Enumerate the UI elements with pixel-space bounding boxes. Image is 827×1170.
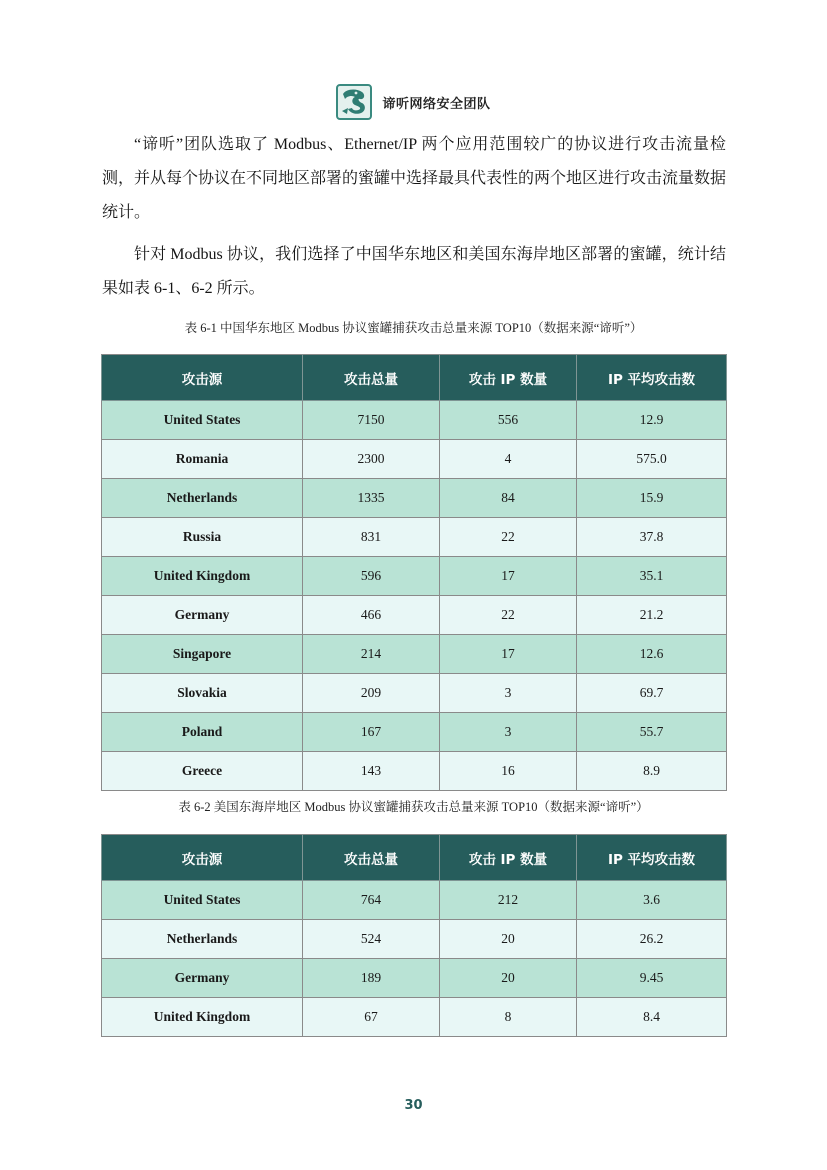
cell-total-attacks: 143 [303,752,440,791]
cell-avg-per-ip: 15.9 [577,479,727,518]
cell-avg-per-ip: 55.7 [577,713,727,752]
table-row [102,401,727,440]
cell-avg-per-ip: 9.45 [577,959,727,998]
cell-avg-per-ip: 12.9 [577,401,727,440]
column-header-avg-per-ip: IP 平均攻击数 [577,835,727,881]
cell-ip-count: 16 [440,752,577,791]
table-row [102,881,727,920]
cell-source: United States [102,401,303,440]
cell-total-attacks: 67 [303,998,440,1037]
page-number: 30 [404,1098,423,1113]
cell-ip-count: 22 [440,596,577,635]
table-row [102,713,727,752]
intro-paragraph: “谛听”团队选取了 Modbus、Ethernet/IP 两个应用范围较广的协议进行攻击流量检测，并从每个协议在不同地区部署的蜜罐中选择最具代表性的两个地区进行攻击流量数据统计。 [102,136,727,221]
column-header-total-attacks: 攻击总量 [303,355,440,401]
table-row [102,440,727,479]
cell-source: Poland [102,713,303,752]
table-row [102,596,727,635]
cell-total-attacks: 764 [303,881,440,920]
table-row [102,998,727,1037]
cell-source: Singapore [102,635,303,674]
table-row [102,479,727,518]
cell-source: Germany [102,596,303,635]
table-6-1 [101,354,727,791]
cell-total-attacks: 189 [303,959,440,998]
cell-source: United Kingdom [102,998,303,1037]
cell-total-attacks: 167 [303,713,440,752]
cell-ip-count: 3 [440,674,577,713]
cell-total-attacks: 1335 [303,479,440,518]
cell-avg-per-ip: 12.6 [577,635,727,674]
cell-ip-count: 20 [440,920,577,959]
table-row [102,557,727,596]
cell-ip-count: 4 [440,440,577,479]
dragon-logo-icon [336,84,372,120]
cell-source: Romania [102,440,303,479]
column-header-ip-count: 攻击 IP 数量 [440,835,577,881]
cell-total-attacks: 2300 [303,440,440,479]
cell-ip-count: 22 [440,518,577,557]
column-header-total-attacks: 攻击总量 [303,835,440,881]
table-6-2 [101,834,727,1037]
cell-avg-per-ip: 69.7 [577,674,727,713]
table-row [102,674,727,713]
cell-avg-per-ip: 8.9 [577,752,727,791]
cell-ip-count: 556 [440,401,577,440]
cell-ip-count: 8 [440,998,577,1037]
table-row [102,518,727,557]
cell-source: United States [102,881,303,920]
cell-total-attacks: 831 [303,518,440,557]
table-6-1-caption: 表 6-1 中国华东地区 Modbus 协议蜜罐捕获攻击总量来源 TOP10（数据来源“谛听”） [184,321,643,335]
cell-total-attacks: 209 [303,674,440,713]
cell-avg-per-ip: 575.0 [577,440,727,479]
cell-source: Netherlands [102,479,303,518]
cell-avg-per-ip: 8.4 [577,998,727,1037]
column-header-source: 攻击源 [102,835,303,881]
cell-total-attacks: 466 [303,596,440,635]
table-row [102,752,727,791]
column-header-source: 攻击源 [102,355,303,401]
cell-avg-per-ip: 37.8 [577,518,727,557]
cell-avg-per-ip: 21.2 [577,596,727,635]
cell-ip-count: 84 [440,479,577,518]
cell-ip-count: 20 [440,959,577,998]
cell-total-attacks: 596 [303,557,440,596]
cell-ip-count: 17 [440,635,577,674]
table-header-row [102,355,727,401]
cell-avg-per-ip: 35.1 [577,557,727,596]
cell-source: Russia [102,518,303,557]
cell-total-attacks: 7150 [303,401,440,440]
cell-source: Greece [102,752,303,791]
cell-ip-count: 212 [440,881,577,920]
table-header-row [102,835,727,881]
table-row [102,635,727,674]
cell-total-attacks: 214 [303,635,440,674]
cell-source: United Kingdom [102,557,303,596]
cell-source: Netherlands [102,920,303,959]
team-name: 谛听网络安全团队 [382,96,491,112]
modbus-paragraph: 针对 Modbus 协议，我们选择了中国华东地区和美国东海岸地区部署的蜜罐，统计结果如表 6-1、6-2 所示。 [102,246,726,297]
table-6-2-caption: 表 6-2 美国东海岸地区 Modbus 协议蜜罐捕获攻击总量来源 TOP10（数据来源“谛听”） [178,800,649,814]
table-row [102,959,727,998]
column-header-ip-count: 攻击 IP 数量 [440,355,577,401]
cell-total-attacks: 524 [303,920,440,959]
cell-source: Slovakia [102,674,303,713]
cell-avg-per-ip: 3.6 [577,881,727,920]
cell-source: Germany [102,959,303,998]
cell-avg-per-ip: 26.2 [577,920,727,959]
page-header [0,84,827,120]
cell-ip-count: 3 [440,713,577,752]
column-header-avg-per-ip: IP 平均攻击数 [577,355,727,401]
table-row [102,920,727,959]
cell-ip-count: 17 [440,557,577,596]
